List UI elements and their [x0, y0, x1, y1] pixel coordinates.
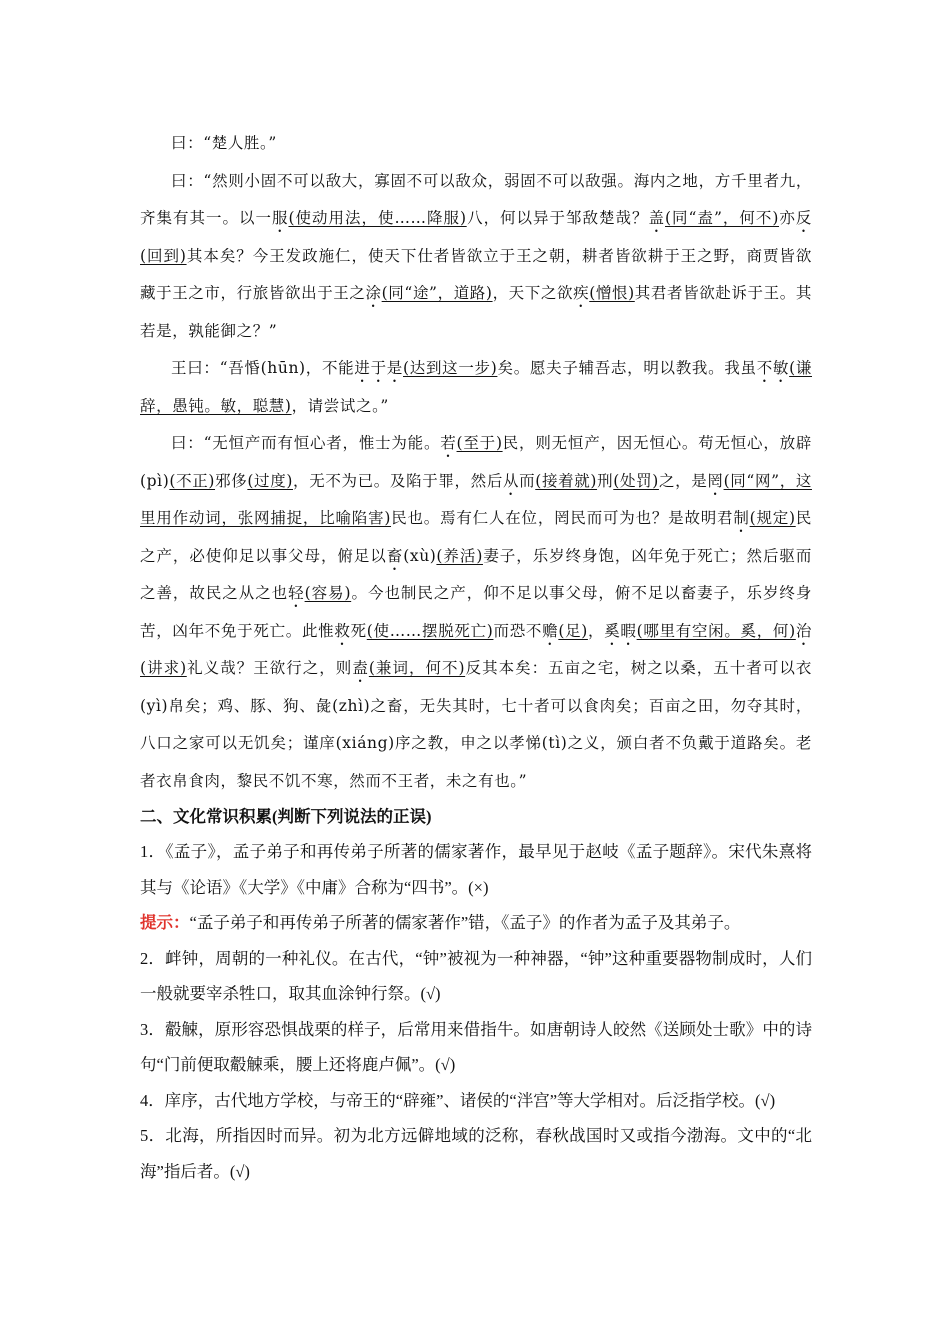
annotation-note: (使……摆脱死亡): [366, 621, 494, 640]
judgment-item-4: 4．庠序，古代地方学校，与帝王的“辟雍”、诸侯的“泮宫”等大学相对。后泛指学校。(√): [140, 1090, 776, 1110]
annotation-note: (同“网”，这里用作动词，张网捕捉，比喻陷害): [140, 471, 812, 527]
hint-label: 提示：: [140, 913, 190, 932]
annotation-note: (使动用法，使……降服): [288, 209, 467, 227]
annotated-word: 赡: [542, 621, 559, 640]
passage-paragraph-4: 曰：“无恒产而有恒心者，惟士为能。若(至于)民，则无恒产，因无恒心。苟无恒心，放辟(pì)(不正)邪侈(过度)，无不为已。及陷于罪，然后从而(接着就)刑(处罚)之，是罔(同“网”，这里用作动词，张网捕捉，比喻陷害)民也。焉有仁人在位，罔民而可为也？是故明君制(规定)民之产，必使仰足以事父母，俯足以畜(xù)(养活)妻子，乐岁终身饱，凶年免于死亡；然后驱而之善，故民之从之也轻(容易)。今也制民之产，仰不足以事父母，俯不足以畜妻子，乐岁终身苦，凶年不免于死亡。此惟救死(使……摆脱死亡)而恐不赡(足)，奚暇(哪里有空闲。奚，何)治(讲求)礼义哉？王欲行之，则盍(兼词，何不)反其本矣：五亩之宅，树之以桑，五十者可以衣(yì)帛矣；鸡、豚、狗、彘(zhì)之畜，无失其时，七十者可以食肉矣；百亩之田，勿夺其时，八口之家可以无饥矣；谨庠(xiáng)序之教，申之以孝悌(tì)之义，颁白者不负戴于道路矣。老者衣帛食肉，黎民不饥不寒，然而不王者，未之有也。”: [140, 434, 812, 790]
annotated-word: 轻: [288, 584, 305, 602]
annotated-word: 反: [795, 209, 813, 227]
annotation-note: (兼词，何不): [368, 659, 466, 677]
annotation-note: (养活): [436, 546, 483, 565]
annotation-note: (回到): [140, 246, 187, 265]
annotation-note: (接着就): [535, 471, 598, 490]
annotated-word: 涂: [365, 284, 382, 302]
annotation-note: (同“盍”，何不): [665, 209, 780, 227]
annotation-note: (达到这一步): [403, 359, 498, 377]
annotation-note: (谦辞，愚钝。敏，聪慧): [140, 359, 812, 415]
annotated-word: 盖: [648, 209, 666, 227]
hint-text: “孟子弟子和再传弟子所著的儒家著作”错，《孟子》的作者为孟子及其弟子。: [189, 913, 741, 932]
annotated-word: 不敏: [756, 359, 790, 377]
annotated-word: 若: [440, 434, 457, 452]
annotated-word: 服: [271, 209, 289, 227]
document-content: [140, 125, 812, 1189]
judgment-item-5: 5．北海，所指因时而异。初为北方远僻地域的泛称，春秋战国时又或指今渤海。文中的“北海”指后者。(√): [140, 1126, 812, 1181]
passage-paragraph-1: 曰：“楚人胜。”: [171, 134, 277, 152]
annotated-word: 盍: [352, 659, 369, 677]
annotated-word: 奚暇: [604, 621, 637, 640]
annotation-note: (过度): [247, 471, 293, 490]
annotation-note: (处罚): [613, 471, 659, 490]
annotated-word: 疾: [573, 284, 590, 302]
annotation-note: (不正): [169, 471, 216, 490]
judgment-item-2: 2．衅钟，周朝的一种礼仪。在古代，“钟”被视为一种神器，“钟”这种重要器物制成时，人们一般就要宰杀牲口，取其血涂钟行祭。(√): [140, 948, 812, 1003]
annotated-word: 进于是: [354, 359, 403, 377]
annotated-word: 从: [502, 471, 520, 490]
annotation-note: (容易): [304, 584, 352, 602]
culture-knowledge-section: [140, 800, 812, 1189]
annotation-note: (同“途”，道路): [381, 284, 493, 302]
annotated-word: 制: [733, 509, 750, 527]
annotation-note: (足): [558, 621, 588, 640]
annotation-note: (规定): [749, 509, 796, 527]
classical-passage: [140, 125, 812, 800]
judgment-item-1: 1．《孟子》，孟子弟子和再传弟子所著的儒家著作，最早见于赵岐《孟子题辞》。宋代朱熹将其与《论语》《大学》《中庸》合称为“四书”。(×): [140, 842, 812, 897]
judgment-item-3: 3．觳觫，原形容恐惧战栗的样子，后常用来借指牛。如唐朝诗人皎然《送顾处士歌》中的诗句“门前便取觳觫乘，腰上还将鹿卢佩”。(√): [140, 1019, 812, 1074]
section-title: 二、文化常识积累(判断下列说法的正误): [140, 807, 432, 826]
passage-paragraph-3: 王曰：“吾惛(hūn)，不能进于是(达到这一步)矣。愿夫子辅吾志，明以教我。我虽不敏(谦辞，愚钝。敏，聪慧)，请尝试之。”: [140, 359, 812, 415]
annotated-word: 罔: [707, 471, 724, 490]
annotation-note: (讲求): [140, 659, 187, 677]
annotated-word: 治: [795, 621, 812, 640]
annotation-note: (哪里有空闲。奚，何): [636, 621, 796, 640]
annotation-note: (憎恨): [589, 284, 635, 302]
annotated-word: 救: [334, 621, 351, 640]
hint-line: [140, 905, 812, 941]
passage-paragraph-2: 曰：“然则小固不可以敌大，寡固不可以敌众，弱固不可以敌强。海内之地，方千里者九，齐集有其一。以一服(使动用法，使……降服)八，何以异于邹敌楚哉？盖(同“盍”，何不)亦反(回到)其本矣？今王发政施仁，使天下仕者皆欲立于王之朝，耕者皆欲耕于王之野，商贾皆欲藏于王之市，行旅皆欲出于王之涂(同“途”，道路)，天下之欲疾(憎恨)其君者皆欲赴诉于王。其若是，孰能御之？”: [140, 171, 813, 340]
annotated-word: 畜: [386, 546, 404, 565]
annotation-note: (至于): [456, 434, 503, 452]
